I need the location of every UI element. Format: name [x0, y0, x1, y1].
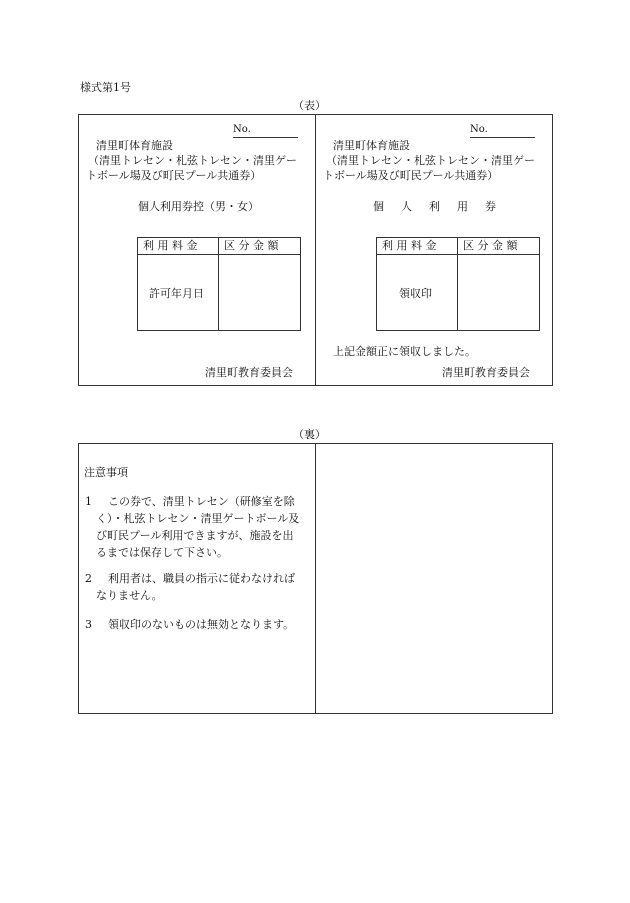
stub-table-head-right: 区 分 金 額 — [224, 239, 279, 252]
ticket-org-line3: トボール場及び町民プール共通券） — [323, 169, 499, 182]
stub-permit-date-label: 許可年月日 — [149, 287, 204, 300]
ticket-issuer: 清里町教育委員会 — [442, 366, 530, 379]
notice-item-1-line-1: この券で、清里トレセン（研修室を除 — [108, 495, 295, 508]
notice-item-1-number: 1 — [85, 495, 92, 508]
ticket-receipt-stamp-label: 領収印 — [399, 287, 432, 300]
stub-table-column-rule — [218, 237, 219, 331]
notice-item-2-line-1: 利用者は、職員の指示に従わなければ — [108, 572, 295, 585]
stub-number-label: No. — [233, 124, 251, 135]
notice-item-2-number: 2 — [85, 572, 92, 585]
front-label: （表） — [293, 99, 326, 112]
ticket-number-label: No. — [470, 124, 488, 135]
notice-item-1-line-4: るまでは保存して下さい。 — [96, 546, 228, 559]
ticket-title: 個人利用券 — [373, 200, 513, 213]
ticket-number-field — [470, 124, 535, 138]
notice-item-1-line-2: く）・札弦トレセン・清里ゲートボール及 — [96, 512, 300, 525]
form-number: 様式第1号 — [80, 81, 131, 94]
notice-item-3-number: 3 — [85, 618, 92, 631]
ticket-table-header-rule — [376, 254, 540, 255]
notice-item-2-line-2: なりません。 — [96, 589, 163, 602]
stub-title: 個人利用券控（男・女） — [138, 200, 259, 213]
stub-number-field — [233, 124, 298, 138]
ticket-table-head-left: 利 用 料 金 — [382, 239, 437, 252]
notice-heading: 注意事項 — [84, 466, 128, 479]
stub-table-header-rule — [137, 254, 301, 255]
front-divider — [315, 114, 316, 386]
stub-org-line2: （清里トレセン・札弦トレセン・清里ゲー — [88, 154, 297, 167]
notice-item-3-line-1: 領収印のないものは無効となります。 — [108, 618, 295, 631]
notice-item-1-line-3: び町民プール利用できますが、施設を出 — [96, 529, 294, 542]
back-divider — [315, 443, 316, 714]
ticket-table-column-rule — [457, 237, 458, 331]
stub-issuer: 清里町教育委員会 — [205, 366, 293, 379]
ticket-org-line2: （清里トレセン・札弦トレセン・清里ゲー — [326, 154, 535, 167]
stub-org-line1: 清里町体育施設 — [96, 139, 173, 152]
ticket-table-head-right: 区 分 金 額 — [463, 239, 518, 252]
back-label: （裏） — [293, 428, 326, 441]
stub-table-head-left: 利 用 料 金 — [143, 239, 198, 252]
ticket-receipt-note: 上記金額正に領収しました。 — [333, 345, 476, 358]
stub-org-line3: トボール場及び町民プール共通券） — [86, 169, 262, 182]
ticket-org-line1: 清里町体育施設 — [333, 139, 410, 152]
